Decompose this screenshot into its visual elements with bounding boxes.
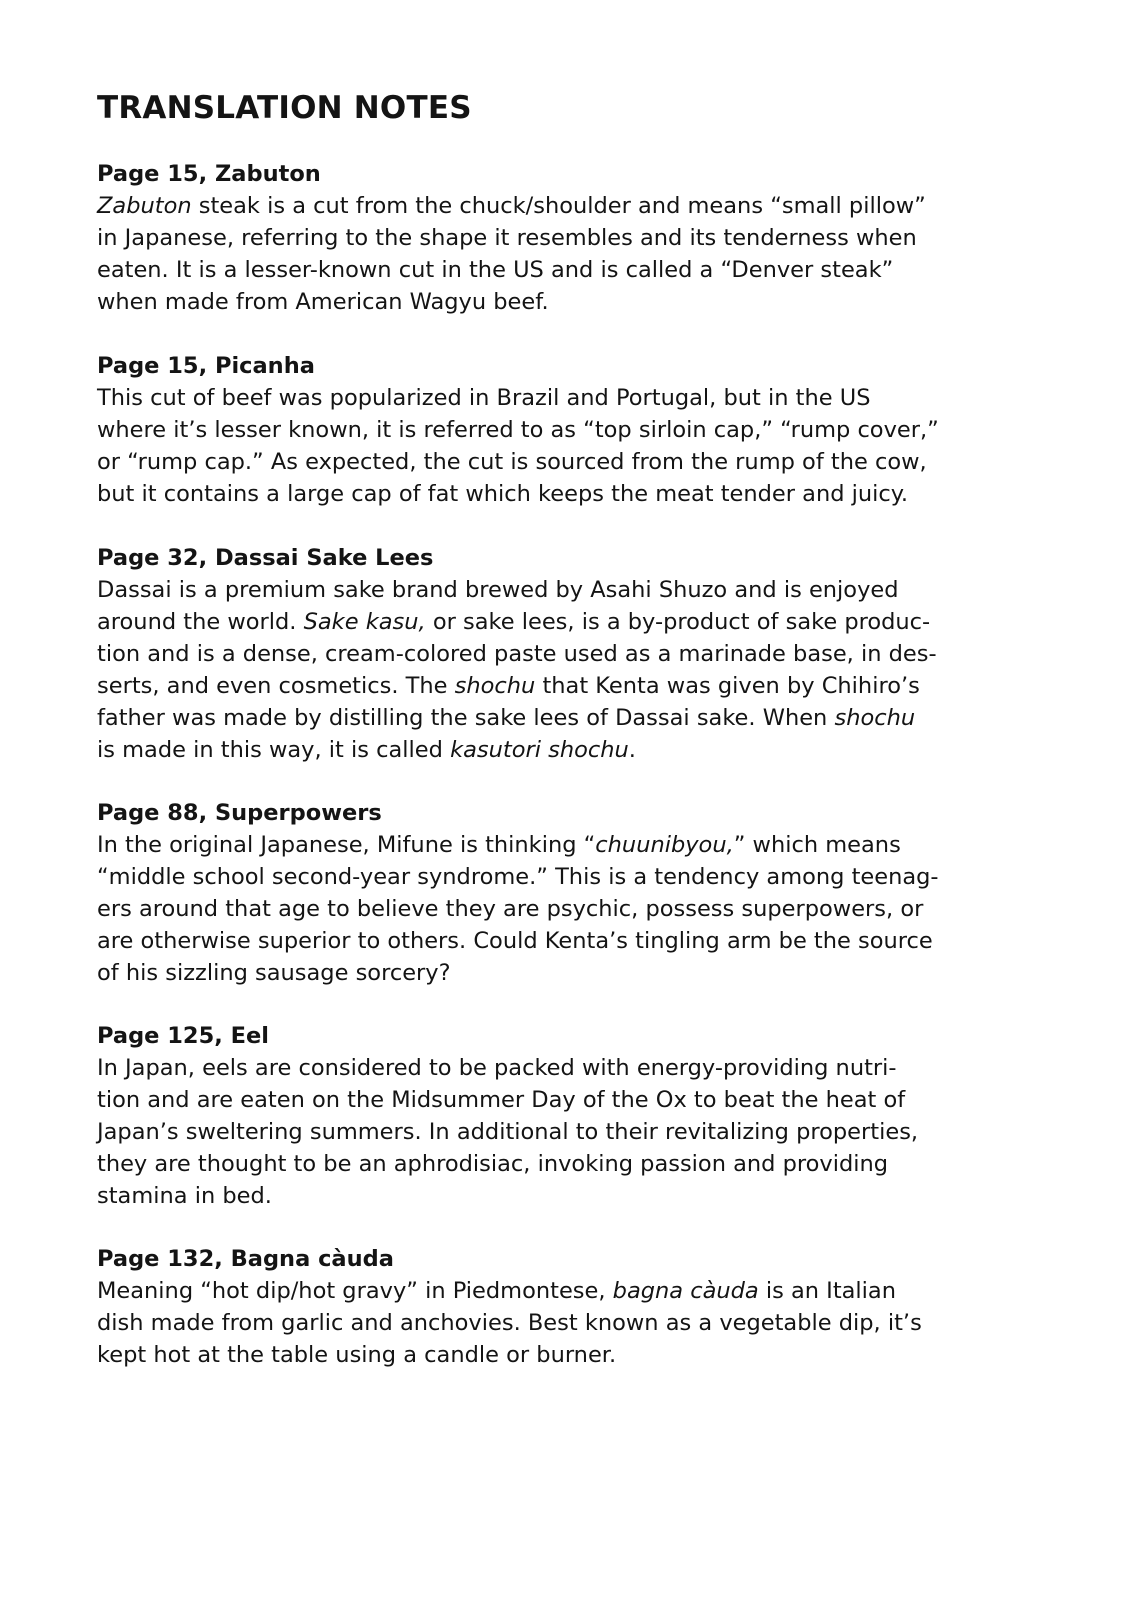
- note-line: [97, 1052, 1037, 1084]
- note-line: [97, 222, 1037, 254]
- note-line: [97, 670, 1037, 702]
- note-line: [97, 574, 1037, 606]
- note-line: [97, 957, 1037, 989]
- text-run: in Japanese, referring to the shape it resembles and its tenderness when: [97, 225, 917, 251]
- text-run: “middle school second-year syndrome.” This is a tendency among teenag-: [97, 864, 939, 890]
- text-run: or “rump cap.” As expected, the cut is sourced from the rump of the cow,: [97, 449, 927, 475]
- note-body: [97, 382, 1037, 510]
- text-run: ” which means: [733, 832, 901, 858]
- note-body: [97, 829, 1037, 989]
- note-line: [97, 254, 1037, 286]
- note-zabuton: [97, 158, 1037, 318]
- text-run: stamina in bed.: [97, 1183, 272, 1209]
- note-eel: [97, 1020, 1037, 1212]
- text-run: This cut of beef was popularized in Brazil and Portugal, but in the US: [97, 385, 871, 411]
- note-line: [97, 1339, 1037, 1371]
- note-heading: Page 15, Picanha: [97, 353, 315, 379]
- text-run: kept hot at the table using a candle or burner.: [97, 1342, 617, 1368]
- text-run: father was made by distilling the sake lees of Dassai sake. When: [97, 705, 835, 731]
- note-superpowers: [97, 797, 1037, 989]
- note-heading: Page 132, Bagna càuda: [97, 1246, 394, 1272]
- note-line: [97, 1084, 1037, 1116]
- note-line: [97, 414, 1037, 446]
- note-line: [97, 286, 1037, 318]
- italic-term: shochu: [454, 673, 536, 699]
- italic-term: bagna càuda: [612, 1278, 759, 1304]
- text-run: Meaning “hot dip/hot gravy” in Piedmontese,: [97, 1278, 613, 1304]
- text-run: Dassai is a premium sake brand brewed by Asahi Shuzo and is enjoyed: [97, 577, 899, 603]
- text-run: .: [628, 737, 636, 763]
- text-run: tion and are eaten on the Midsummer Day of the Ox to beat the heat of: [97, 1087, 906, 1113]
- text-run: around the world.: [97, 609, 304, 635]
- note-line: [97, 702, 1037, 734]
- italic-term: chuunibyou,: [595, 832, 734, 858]
- note-line: [97, 446, 1037, 478]
- text-run: are otherwise superior to others. Could Kenta’s tingling arm be the source: [97, 928, 933, 954]
- text-run: when made from American Wagyu beef.: [97, 289, 549, 315]
- note-line: [97, 478, 1037, 510]
- note-line: [97, 1116, 1037, 1148]
- text-run: ers around that age to believe they are psychic, possess superpowers, or: [97, 896, 924, 922]
- note-line: [97, 1148, 1037, 1180]
- note-body: [97, 1052, 1037, 1212]
- text-run: where it’s lesser known, it is referred to as “top sirloin cap,” “rump cover,”: [97, 417, 939, 443]
- note-line: [97, 893, 1037, 925]
- note-heading: Page 125, Eel: [97, 1023, 269, 1049]
- note-heading: Page 32, Dassai Sake Lees: [97, 545, 434, 571]
- text-run: but it contains a large cap of fat which keeps the meat tender and juicy.: [97, 481, 909, 507]
- note-line: [97, 1180, 1037, 1212]
- text-run: serts, and even cosmetics. The: [97, 673, 455, 699]
- text-run: of his sizzling sausage sorcery?: [97, 960, 451, 986]
- note-body: [97, 190, 1037, 318]
- text-run: In the original Japanese, Mifune is thinking “: [97, 832, 596, 858]
- note-line: [97, 925, 1037, 957]
- text-run: is an Italian: [758, 1278, 896, 1304]
- note-line: [97, 606, 1037, 638]
- note-dassai-sake-lees: [97, 542, 1037, 766]
- note-heading: Page 88, Superpowers: [97, 800, 382, 826]
- note-body: [97, 574, 1037, 766]
- text-run: tion and is a dense, cream-colored paste used as a marinade base, in des-: [97, 641, 937, 667]
- text-run: or sake lees, is a by-product of sake produc-: [425, 609, 931, 635]
- text-run: dish made from garlic and anchovies. Best known as a vegetable dip, it’s: [97, 1310, 922, 1336]
- note-line: [97, 1307, 1037, 1339]
- text-run: is made in this way, it is called: [97, 737, 451, 763]
- note-body: [97, 1275, 1037, 1371]
- note-line: [97, 190, 1037, 222]
- note-line: [97, 829, 1037, 861]
- note-line: [97, 1275, 1037, 1307]
- note-line: [97, 861, 1037, 893]
- text-run: Japan’s sweltering summers. In additional to their revitalizing properties,: [97, 1119, 919, 1145]
- note-picanha: [97, 350, 1037, 510]
- note-line: [97, 734, 1037, 766]
- text-run: steak is a cut from the chuck/shoulder and means “small pillow”: [191, 193, 926, 219]
- italic-term: kasutori shochu: [450, 737, 629, 763]
- page-title: TRANSLATION NOTES: [97, 90, 472, 126]
- text-run: they are thought to be an aphrodisiac, invoking passion and providing: [97, 1151, 889, 1177]
- italic-term: Zabuton: [97, 193, 192, 219]
- note-line: [97, 382, 1037, 414]
- text-run: eaten. It is a lesser-known cut in the US and is called a “Denver steak”: [97, 257, 894, 283]
- italic-term: Sake kasu,: [303, 609, 426, 635]
- text-run: that Kenta was given by Chihiro’s: [535, 673, 920, 699]
- note-bagna-cauda: [97, 1243, 1037, 1371]
- note-heading: Page 15, Zabuton: [97, 161, 321, 187]
- note-line: [97, 638, 1037, 670]
- text-run: In Japan, eels are considered to be packed with energy-providing nutri-: [97, 1055, 897, 1081]
- italic-term: shochu: [834, 705, 916, 731]
